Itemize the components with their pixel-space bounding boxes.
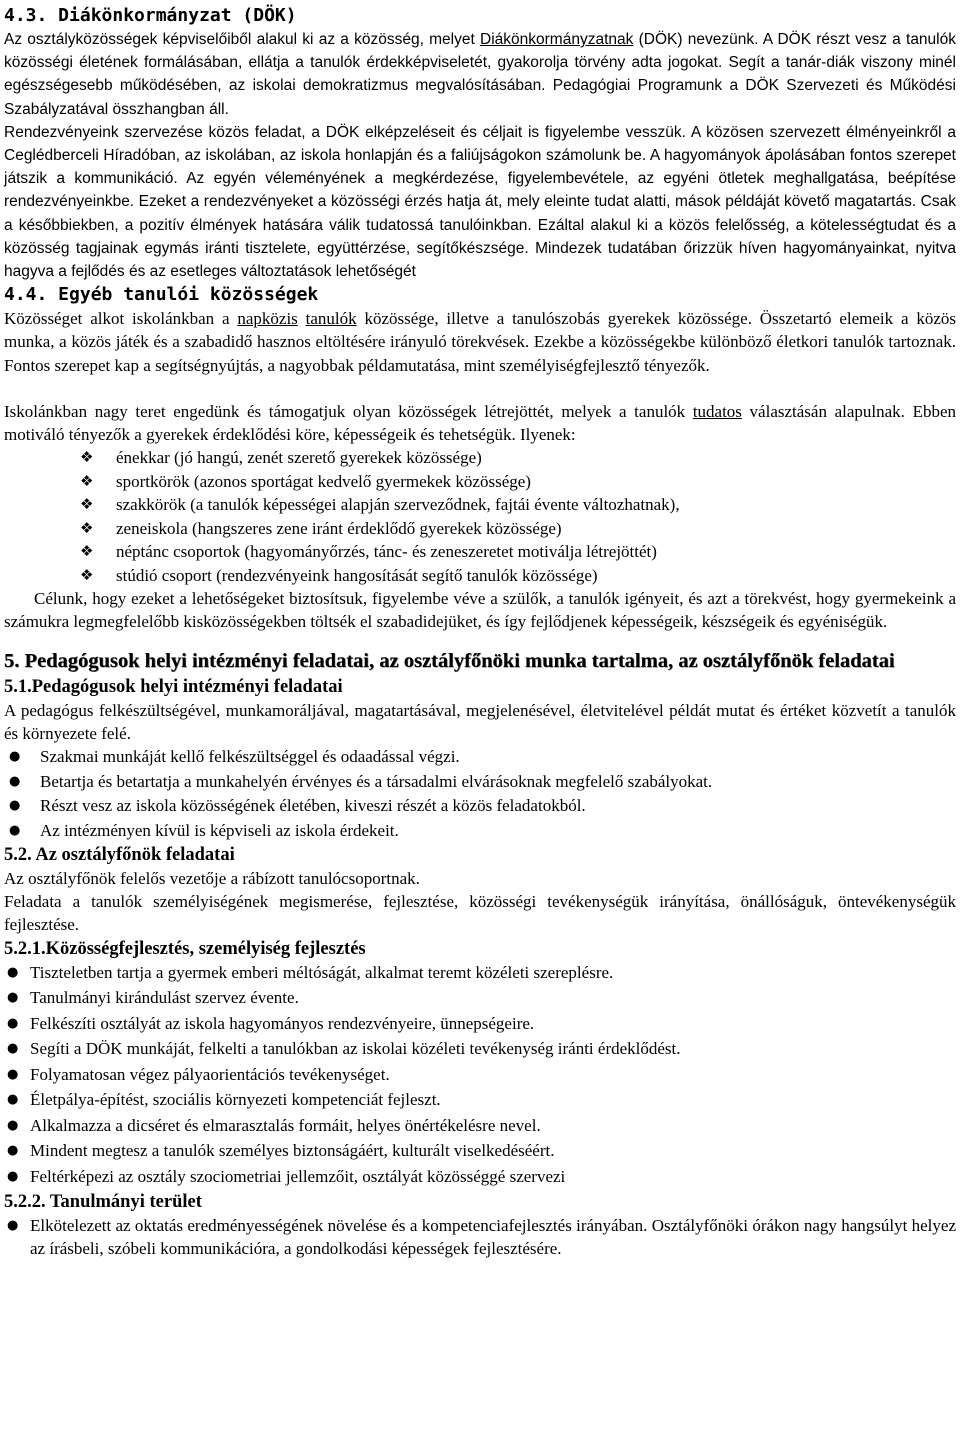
list-item — [4, 745, 956, 770]
bullet-icon: ● — [9, 822, 21, 838]
link-napkozis[interactable]: napközis — [237, 309, 298, 329]
list-item — [4, 446, 956, 470]
list-item-text: Felkészíti osztályát az iskola hagyományos rendezvényeire, ünnepségeire. — [30, 1013, 535, 1033]
list-item — [4, 819, 956, 844]
list-item — [4, 770, 956, 795]
list-item-text: stúdió csoport (rendezvényeink hangosítását segítő tanulók közössége) — [116, 565, 598, 585]
text-run: választásán alapulnak. Ebben motiváló tényezők a gyerekek érdeklődési köre, képességeik és tehetségük. Ilyenek: — [4, 401, 956, 445]
diamond-bullet-icon: ❖ — [80, 565, 94, 584]
list-item — [4, 1088, 956, 1114]
text-run — [298, 309, 306, 328]
diamond-bullet-icon: ❖ — [80, 495, 94, 514]
bullet-icon: ● — [7, 990, 19, 1006]
list-item — [4, 1165, 956, 1191]
text-run: (DÖK) nevezünk. A DÖK részt vesz a tanulók közösségi életének formálásában, ellátja a tanulók érdekképviseletét, gyakorolja törvény adta jogokat. Segít a tanár-diák viszony minél egészségesebb működésében, az iskolai demokratizmus megvalósításában. Pedagógiai Programunk a DÖK Szervezeti és Működési Szabályzatával összhangban áll. — [4, 31, 956, 118]
bullet-icon: ● — [7, 1168, 19, 1184]
section-5-1-title: 5.1.Pedagógusok helyi intézményi feladatai — [4, 676, 343, 697]
bullet-icon: ● — [7, 1143, 19, 1159]
link-diakonkormanyzat[interactable]: Diákönkormányzatnak — [480, 31, 634, 48]
section-4-4-title: 4.4. Egyéb tanulói közösségek — [4, 284, 319, 306]
section-5-2-title: 5.2. Az osztályfőnök feladatai — [4, 845, 235, 866]
list-item-text: szakkörök (a tanulók képességei alapján szerveződnek, fajtái évente változhatnak), — [116, 495, 680, 515]
section-4-3-paragraph-1 — [4, 28, 956, 121]
list-item-text: Életpálya-építést, szociális környezeti kompetenciát fejleszt. — [30, 1090, 441, 1110]
text-run: Az osztályközösségek képviselőiből alakul ki az a közösség, melyet — [4, 31, 481, 48]
bullet-icon: ● — [9, 749, 21, 765]
spacer — [4, 634, 956, 648]
section-5-2-1-title: 5.2.1.Közösségfejlesztés, személyiség fejlesztés — [4, 938, 366, 959]
section-5-2-2-list — [4, 1214, 956, 1260]
list-item — [4, 1037, 956, 1063]
list-item-text: Az intézményen kívül is képviseli az iskola érdekeit. — [40, 820, 399, 840]
document-page — [4, 4, 956, 1261]
text-run: közössége, illetve a tanulószobás gyerekek közössége. Összetartó elemeik a közös munka, a közös játék és a szabadidő hasznos eltöltésére irányuló törekvések. Ezekbe a közösségekbe különböző életkori tanulók tartoznak. Fontos szerepet kap a segítségnyújtás, a nagyobbak példamutatása, mint személyiségfejlesztő tényezők. — [4, 309, 957, 375]
bullet-icon: ● — [7, 1041, 19, 1057]
list-item — [4, 961, 956, 987]
list-item-text: Alkalmazza a dicséret és elmarasztalás formáit, helyes önértékelésre nevel. — [30, 1115, 541, 1135]
link-tudatos[interactable]: tudatos — [692, 401, 742, 421]
list-item — [4, 540, 956, 564]
section-4-3-paragraph-2: Rendezvényeink szervezése közös feladat, a DÖK elképzeléseit és céljait is figyelembe vesszük. A közösen szervezett élményeinkről a Ceglédberceli Híradóban, az iskolában, az iskola honlapján és a faliújságokon számolunk be. A hagyományok ápolásában fontos szerepet játszik a kommunikáció. Az egyén véleményének a megkérdezése, figyelembevétele, az egyéni ötletek meghallgatása, beépítése rendezvényeinkbe. Ezeket a rendezvényeket a közösségi érzés hatja át, mely eleinte tudat alatti, mások példáját követő magatartás. Csak a későbbiekben, a pozitív élmények hatására válik tudatossá tanulóinkban. Ezáltal alakul ki a közös felelősség, a kötelességtudat és a közösség tagjainak egymás iránti tisztelete, együttérzése, segítőkészsége. Mindezek tudatában őrizzük híven hagyományainkat, nyitva hagyva a fejlődés és az esetleges változtatások lehetőségét — [4, 123, 956, 281]
list-item — [4, 986, 956, 1012]
bullet-icon: ● — [7, 1117, 19, 1133]
diamond-bullet-icon: ❖ — [80, 471, 94, 490]
list-item-text: énekkar (jó hangú, zenét szerető gyerekek közössége) — [116, 448, 482, 468]
list-item — [4, 1139, 956, 1165]
list-item-text: Mindent megtesz a tanulók személyes biztonságáért, kulturált viselkedéséért. — [30, 1141, 555, 1161]
bullet-icon: ● — [7, 1092, 19, 1108]
section-5-2-1-list — [4, 961, 956, 1191]
list-item — [4, 493, 956, 517]
list-item-text: néptánc csoportok (hagyományőrzés, tánc- és zeneszeretet motiválja létrejöttét) — [116, 542, 657, 562]
section-5-title: 5. Pedagógusok helyi intézményi feladatai, az osztályfőnöki munka tartalma, az osztályfőnök feladatai — [4, 649, 895, 672]
list-item — [4, 1214, 956, 1260]
text-run: Közösséget alkot iskolánkban a — [4, 309, 238, 329]
list-item-text: Elkötelezett az oktatás eredményességének növelése és a kompetenciafejlesztés irányában. Osztályfőnöki órákon nagy hangsúlyt helyez az írásbeli, szóbeli kommunikációra, a gondolkodási képességek fejlesztésére. — [30, 1216, 956, 1259]
bullet-icon: ● — [9, 798, 21, 814]
list-item-text: Tiszteletben tartja a gyermek emberi méltóságát, alkalmat teremt közéleti szereplésre. — [30, 962, 614, 982]
list-item-text: Betartja és betartatja a munkahelyén érvényes és a társadalmi elvárásoknak megfelelő szabályokat. — [40, 771, 713, 791]
list-item — [4, 517, 956, 541]
section-5-2-paragraph-1: Az osztályfőnök felelős vezetője a rábízott tanulócsoportnak. — [4, 869, 420, 889]
spacer — [4, 377, 956, 400]
bullet-icon: ● — [7, 964, 19, 980]
section-5-2-2-title: 5.2.2. Tanulmányi terület — [4, 1192, 202, 1213]
list-item-text: Szakmai munkáját kellő felkészültséggel és odaadással végzi. — [40, 747, 460, 767]
list-item — [4, 1114, 956, 1140]
list-item — [4, 1063, 956, 1089]
list-item — [4, 1012, 956, 1038]
diamond-bullet-icon: ❖ — [80, 542, 94, 561]
diamond-bullet-icon: ❖ — [80, 448, 94, 467]
list-item-text: Részt vesz az iskola közösségének életében, kiveszi részét a közös feladatokból. — [40, 796, 586, 816]
list-item — [4, 470, 956, 494]
list-item — [4, 794, 956, 819]
community-list — [4, 446, 956, 587]
bullet-icon: ● — [7, 1015, 19, 1031]
list-item — [4, 564, 956, 588]
list-item-text: zeneiskola (hangszeres zene iránt érdeklődő gyerekek közössége) — [116, 518, 562, 538]
bullet-icon: ● — [9, 773, 21, 789]
section-4-4-paragraph-1 — [4, 307, 956, 377]
section-5-2-paragraph-2: Feladata a tanulók személyiségének megismerése, fejlesztése, közösségi tevékenységük irányítása, önállóságuk, öntevékenységük fejlesztése. — [4, 892, 956, 935]
section-5-1-paragraph: A pedagógus felkészültségével, munkamorálјával, magatartásával, megjelenésével, életvitelével példát mutat és értéket közvetít a tanulók és környezete felé. — [4, 700, 956, 743]
section-4-3-title: 4.3. Diákönkormányzat (DÖK) — [4, 5, 297, 26]
section-5-1-list — [4, 745, 956, 843]
bullet-icon: ● — [7, 1218, 19, 1234]
list-item-text: Folyamatosan végez pályaorientációs tevékenységet. — [30, 1064, 390, 1084]
link-tanulok[interactable]: tanulók — [305, 309, 357, 329]
section-4-4-paragraph-3: Célunk, hogy ezeket a lehetőségeket biztosítsuk, figyelembe véve a szülők, a tanulók igényeit, és azt a törekvést, hogy gyermekeink a számukra legmegfelelőbb kisközösségekben töltsék el szabadidejüket, és így fejlődjenek képességeik, készségeik és egyéniségük. — [4, 589, 956, 632]
list-item-text: sportkörök (azonos sportágat kedvelő gyermekek közössége) — [116, 471, 531, 491]
section-4-4-paragraph-2 — [4, 400, 956, 446]
text-run: Iskolánkban nagy teret engedünk és támogatjuk olyan közösségek létrejöttét, melyek a tanulók — [4, 401, 693, 421]
list-item-text: Tanulmányi kirándulást szervez évente. — [30, 988, 299, 1008]
bullet-icon: ● — [7, 1066, 19, 1082]
list-item-text: Feltérképezi az osztály szociometriai jellemzőit, osztályát közösséggé szervezi — [30, 1166, 566, 1186]
diamond-bullet-icon: ❖ — [80, 518, 94, 537]
list-item-text: Segíti a DÖK munkáját, felkelti a tanulókban az iskolai közéleti tevékenység iránti érdeklődést. — [30, 1039, 681, 1059]
